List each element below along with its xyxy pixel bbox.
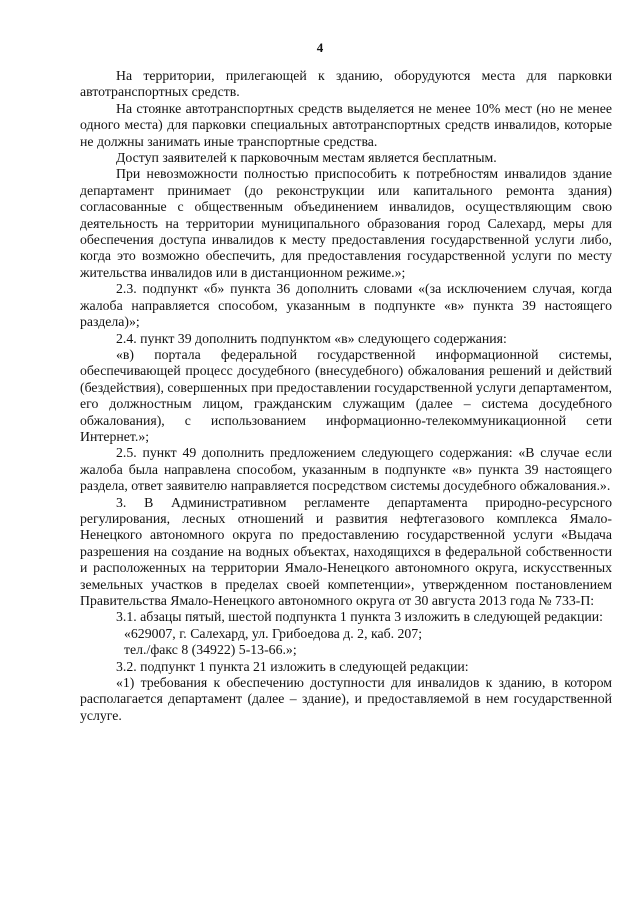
address-line: «629007, г. Салехард, ул. Грибоедова д. 2, каб. 207; bbox=[124, 625, 423, 641]
paragraph-2-3: 2.3. подпункт «б» пункта 36 дополнить словами «(за исключением случая, когда жалоба направляется способом, указанным в подпункте «в» пункта 39 настоящего раздела)»; bbox=[80, 281, 612, 330]
page-number: 4 bbox=[316, 40, 324, 55]
paragraph-2-5: 2.5. пункт 49 дополнить предложением следующего содержания: «В случае если жалоба была направлена способом, указанным в подпункте «в» пункта 39 настоящего раздела, ответ заявителю направляется посредством системы досудебного обжалования.». bbox=[80, 445, 612, 494]
paragraph-accessibility-requirements: «1) требования к обеспечению доступности для инвалидов к зданию, в котором располагается департамент (далее – здание), и предоставляемой в нем государственной услуге. bbox=[80, 675, 612, 723]
paragraph-3-regulation: 3. В Административном регламенте департамента природно-ресурсного регулирования, лесных отношений и развития нефтегазового комплекса Ямало-Ненецкого автономного округа по предоставлению государственной услуги «Выдача разрешения на создание на водных объектах, находящихся в федеральной собственности и расположенных на территории Ямало-Ненецкого автономного округа, искусственных земельных участков в пределах своей компетенции», утвержденном постановлением Правительства Ямало-Ненецкого автономного округа от 30 августа 2013 года № 733-П: bbox=[80, 494, 612, 608]
paragraph-parking-free: Доступ заявителей к парковочным местам является бесплатным. bbox=[116, 150, 497, 166]
paragraph-parking-disabled: На стоянке автотранспортных средств выделяется не менее 10% мест (но не менее одного места) для парковки специальных автотранспортных средств инвалидов, которые не должны занимать иные транспортные средства. bbox=[80, 100, 612, 149]
paragraph-2-4: 2.4. пункт 39 дополнить подпунктом «в» следующего содержания: bbox=[116, 330, 507, 346]
paragraph-portal: «в) портала федеральной государственной информационной системы, обеспечивающей процесс досудебного (внесудебного) обжалования решений и действий (бездействия), совершенных при предоставлении государственной услуги департаментом, его должностным лицом, гражданским служащим (далее – система досудебного обжалования), с использованием информационно-телекоммуникационной сети Интернет.»; bbox=[80, 346, 612, 444]
paragraph-parking-territory: На территории, прилегающей к зданию, оборудуются места для парковки автотранспортных средств. bbox=[80, 68, 612, 100]
paragraph-3-1: 3.1. абзацы пятый, шестой подпункта 1 пункта 3 изложить в следующей редакции: bbox=[116, 609, 603, 625]
phone-fax-line: тел./факс 8 (34922) 5-13-66.»; bbox=[124, 642, 297, 658]
paragraph-3-2: 3.2. подпункт 1 пункта 21 изложить в следующей редакции: bbox=[116, 658, 469, 674]
paragraph-accessibility-measures: При невозможности полностью приспособить к потребностям инвалидов здание департамент принимает (до реконструкции или капитального ремонта здания) согласованные с общественным объединением инвалидов, осуществляющим свою деятельность на территории муниципального образования город Салехард, меры для обеспечения доступа инвалидов к месту предоставления государственной услуги либо, когда это возможно обеспечить, для предоставления государственной услуги по месту жительства инвалидов или в дистанционном режиме.»; bbox=[80, 166, 612, 280]
document-body bbox=[80, 68, 612, 724]
